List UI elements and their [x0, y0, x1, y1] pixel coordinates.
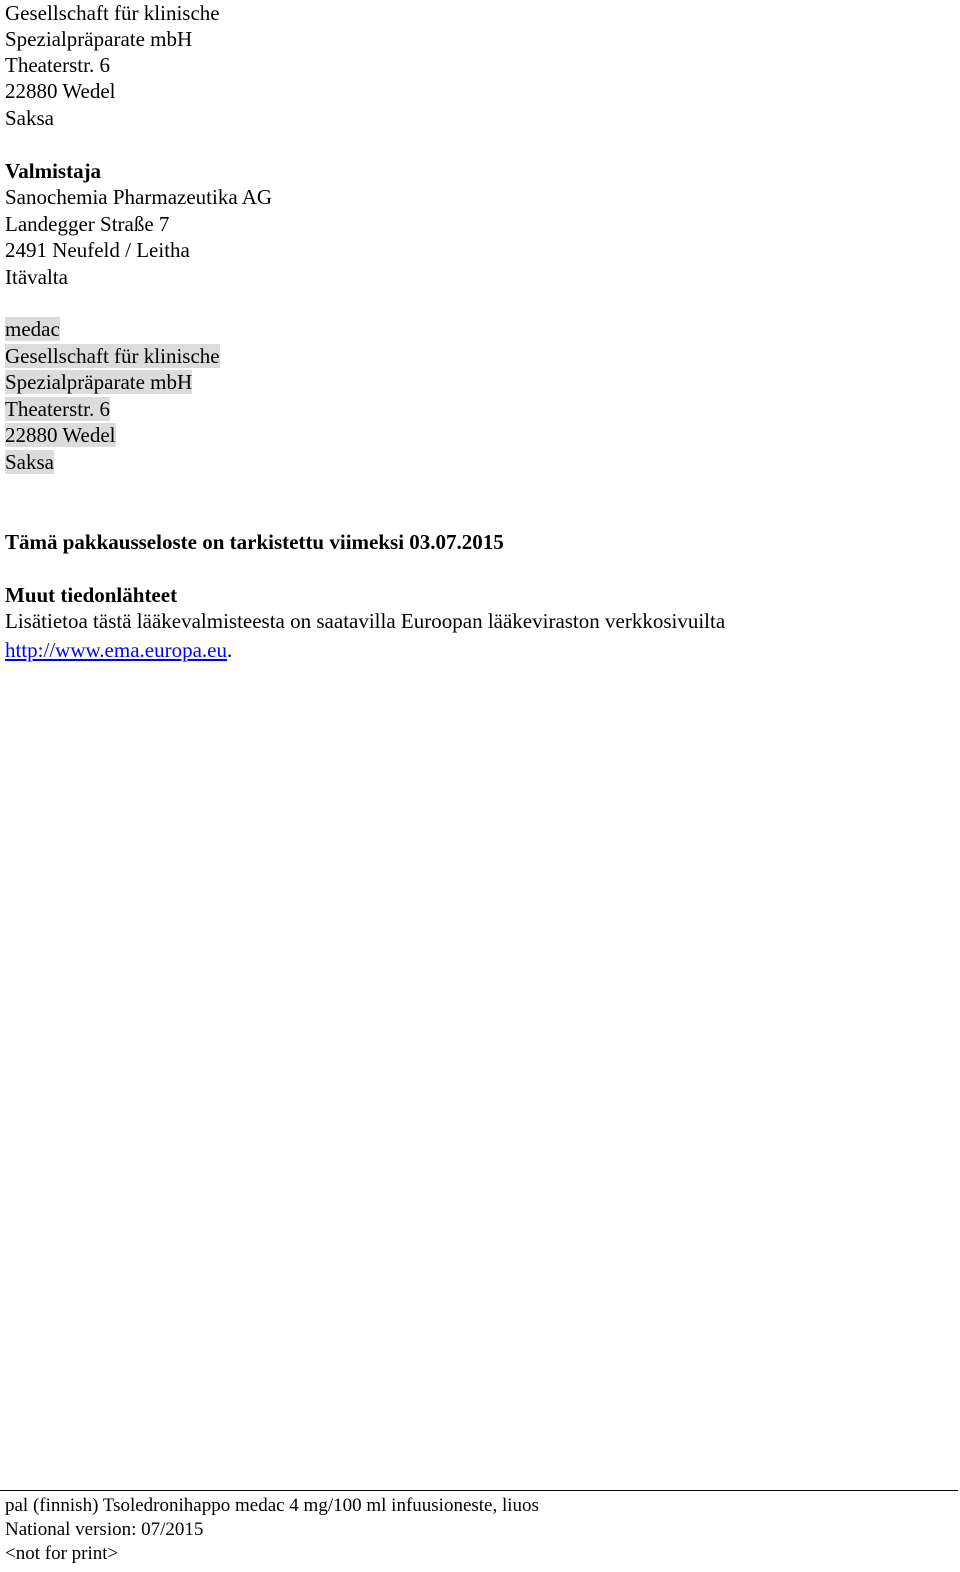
ema-link-line — [5, 637, 232, 663]
other-sources-heading: Muut tiedonlähteet — [5, 583, 178, 607]
holder-hl-line-5: 22880 Wedel — [5, 423, 116, 447]
footer-version-line: National version: 07/2015 — [5, 1519, 204, 1540]
footer-divider — [0, 1490, 958, 1491]
holder-top-line-5: Saksa — [5, 106, 54, 130]
holder-top-line-1: Gesellschaft für klinische — [5, 1, 220, 25]
manufacturer-heading: Valmistaja — [5, 159, 102, 183]
holder-hl-line-2: Gesellschaft für klinische — [5, 344, 220, 368]
holder-hl-line-6: Saksa — [5, 450, 54, 474]
holder-top-line-3: Theaterstr. 6 — [5, 53, 110, 77]
holder-top-line-2: Spezialpräparate mbH — [5, 27, 193, 51]
holder-hl-line-3: Spezialpräparate mbH — [5, 370, 193, 394]
holder-hl-line-1: medac — [5, 317, 60, 341]
other-sources-text: Lisätietoa tästä lääkevalmisteesta on saatavilla Euroopan lääkeviraston verkkosivuilta — [5, 609, 726, 633]
footer-product-line: pal (finnish) Tsoledronihappo medac 4 mg/100 ml infuusioneste, liuos — [5, 1495, 539, 1516]
ema-link[interactable]: http://www.ema.europa.eu — [5, 638, 227, 662]
manufacturer-line-4: Itävalta — [5, 265, 68, 289]
footer-not-for-print: <not for print> — [5, 1543, 119, 1564]
link-suffix: . — [227, 638, 233, 662]
manufacturer-line-1: Sanochemia Pharmazeutika AG — [5, 185, 273, 209]
manufacturer-line-3: 2491 Neufeld / Leitha — [5, 238, 190, 262]
revision-date-text: Tämä pakkausseloste on tarkistettu viimeksi 03.07.2015 — [5, 530, 504, 554]
holder-top-line-4: 22880 Wedel — [5, 79, 116, 103]
manufacturer-line-2: Landegger Straße 7 — [5, 212, 170, 236]
holder-hl-line-4: Theaterstr. 6 — [5, 397, 110, 421]
